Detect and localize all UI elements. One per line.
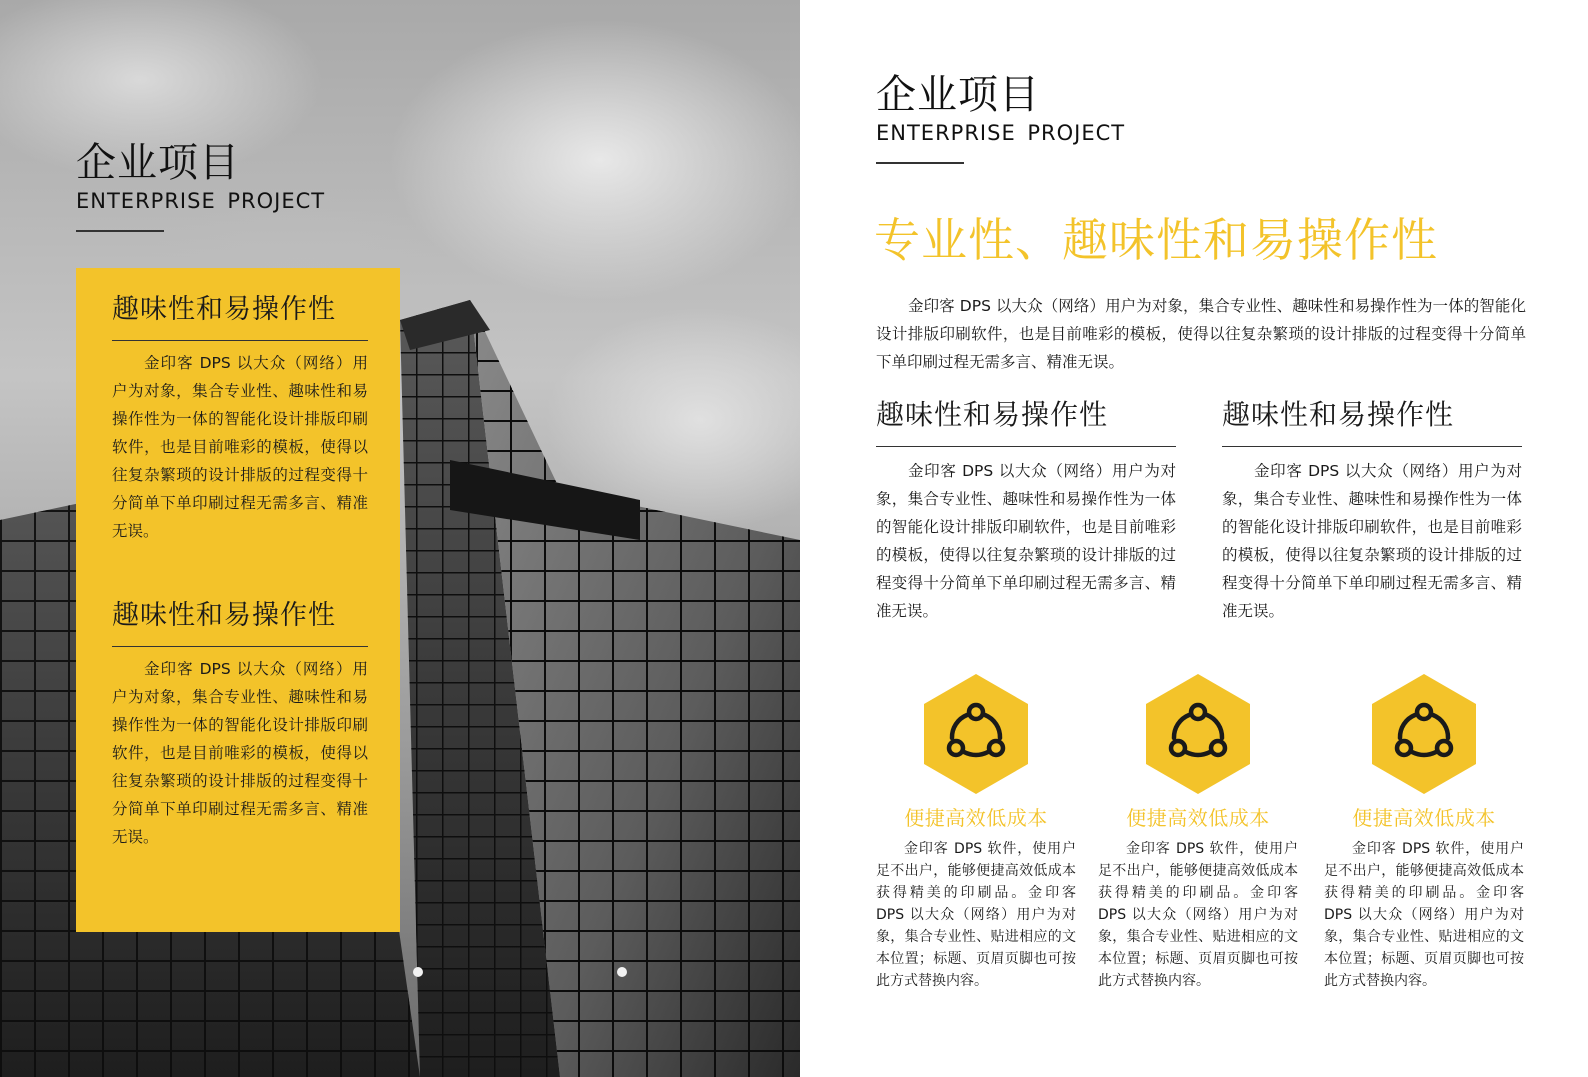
column-title: 趣味性和易操作性 (1222, 398, 1522, 447)
column-body: 金印客 DPS 以大众（网络）用户为对象，集合专业性、趣味性和易操作性为一体的智能化设计排版印刷软件，也是目前唯彩的模板，使得以往复杂繁琐的设计排版的过程变得十分简单下单印刷过程无需多言、精准无误。 (876, 462, 1176, 620)
left-section-heading (76, 140, 325, 232)
feature-title: 便捷高效低成本 (1126, 806, 1270, 830)
column-body: 金印客 DPS 以大众（网络）用户为对象，集合专业性、趣味性和易操作性为一体的智能化设计排版印刷软件，也是目前唯彩的模板，使得以往复杂繁琐的设计排版的过程变得十分简单下单印刷过程无需多言、精准无误。 (1222, 462, 1522, 620)
heading-zh: 企业项目 (876, 72, 1040, 118)
heading-zh: 企业项目 (76, 140, 240, 186)
share-icon (1370, 672, 1478, 796)
feature-1 (876, 672, 1076, 992)
text-column-2 (1222, 398, 1522, 625)
intro-paragraph: 金印客 DPS 以大众（网络）用户为对象，集合专业性、趣味性和易操作性为一体的智能化设计排版印刷软件，也是目前唯彩的模板，使得以往复杂繁琐的设计排版的过程变得十分简单下单印刷过程无需多言、精准无误。 (876, 297, 1526, 371)
feature-2 (1098, 672, 1298, 992)
feature-body: 金印客 DPS 软件，使用户足不出户，能够便捷高效低成本获得精美的印刷品。金印客 DPS 以大众（网络）用户为对象，集合专业性、贴进相应的文本位置；标题、页眉页脚也可按此方式替换内容。 (1098, 841, 1298, 989)
card-section-1 (112, 294, 368, 545)
card-section-title: 趣味性和易操作性 (112, 294, 368, 341)
headline: 专业性、趣味性和易操作性 (874, 213, 1438, 267)
feature-body: 金印客 DPS 软件，使用户足不出户，能够便捷高效低成本获得精美的印刷品。金印客 DPS 以大众（网络）用户为对象，集合专业性、贴进相应的文本位置；标题、页眉页脚也可按此方式替换内容。 (1324, 841, 1524, 989)
right-section-heading (876, 72, 1125, 164)
heading-en: ENTERPRISE PROJECT (876, 121, 1126, 145)
share-icon (1144, 672, 1252, 796)
card-section-2 (112, 600, 368, 851)
card-section-title: 趣味性和易操作性 (112, 600, 368, 647)
heading-en: ENTERPRISE PROJECT (76, 189, 326, 213)
yellow-info-card (76, 268, 400, 932)
column-title: 趣味性和易操作性 (876, 398, 1176, 447)
text-column-1 (876, 398, 1176, 625)
card-section-body: 金印客 DPS 以大众（网络）用户为对象，集合专业性、趣味性和易操作性为一体的智能化设计排版印刷软件，也是目前唯彩的模板，使得以往复杂繁琐的设计排版的过程变得十分简单下单印刷过程无需多言、精准无误。 (112, 660, 368, 846)
feature-body: 金印客 DPS 软件，使用户足不出户，能够便捷高效低成本获得精美的印刷品。金印客 DPS 以大众（网络）用户为对象，集合专业性、贴进相应的文本位置；标题、页眉页脚也可按此方式替换内容。 (876, 841, 1076, 989)
feature-title: 便捷高效低成本 (1352, 806, 1496, 830)
feature-3 (1324, 672, 1524, 992)
card-section-body: 金印客 DPS 以大众（网络）用户为对象，集合专业性、趣味性和易操作性为一体的智能化设计排版印刷软件，也是目前唯彩的模板，使得以往复杂繁琐的设计排版的过程变得十分简单下单印刷过程无需多言、精准无误。 (112, 354, 368, 540)
heading-underline (876, 162, 964, 164)
share-icon (922, 672, 1030, 796)
heading-underline (76, 230, 164, 232)
feature-title: 便捷高效低成本 (904, 806, 1048, 830)
